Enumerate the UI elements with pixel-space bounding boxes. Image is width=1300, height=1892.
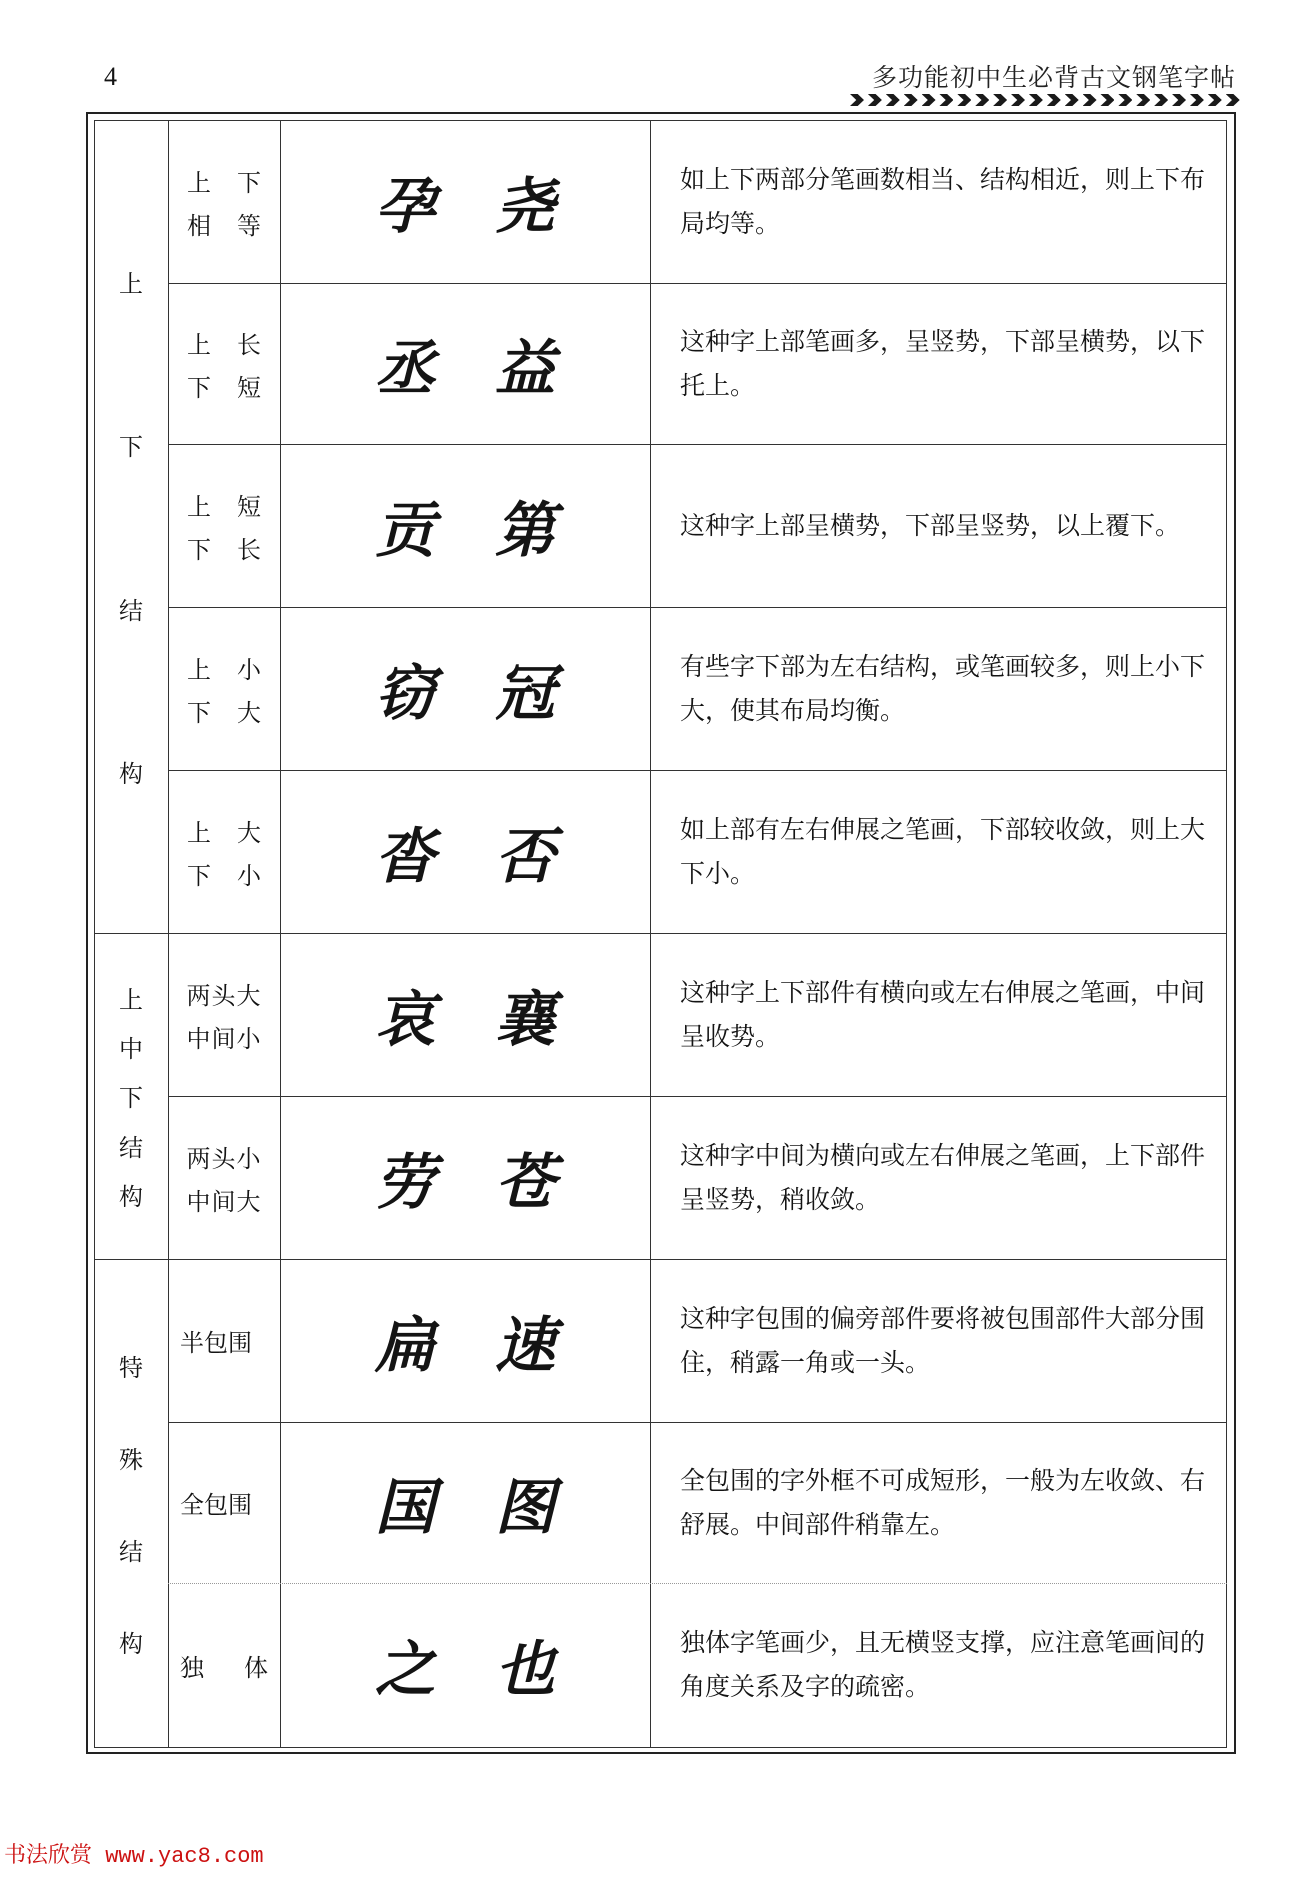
chevron-icon	[1083, 94, 1097, 106]
sample-char: 襄	[495, 984, 555, 1055]
chevron-icon	[850, 94, 864, 106]
sub-label-char: 上	[187, 818, 211, 847]
section-label-char: 下	[119, 1084, 143, 1113]
sub-label-char: 短	[237, 492, 261, 521]
sub-label-char: 短	[237, 373, 261, 402]
chevron-icon	[1100, 94, 1114, 106]
row-sub-label	[168, 1583, 280, 1747]
row-description: 这种字上部呈横势，下部呈竖势，以上覆下。	[680, 510, 1181, 540]
sub-label-char: 长	[237, 535, 261, 564]
sub-label-char: 上	[187, 655, 211, 684]
sample-char: 也	[495, 1635, 555, 1705]
row-description: 独体字笔画少，且无横竖支撑，应注意笔画间的角度关系及字的疏密。	[680, 1628, 1206, 1701]
row-sub-label	[168, 121, 280, 283]
section-label-char: 下	[119, 433, 143, 462]
sample-char: 国	[375, 1472, 435, 1543]
sample-char: 第	[495, 495, 555, 566]
sub-label-char: 下	[237, 169, 261, 197]
watermark: 书法欣赏 www.yac8.com	[4, 1844, 264, 1869]
sample-char: 速	[495, 1310, 555, 1381]
chevron-icon	[975, 94, 989, 106]
chevron-icon	[1118, 94, 1132, 106]
row-description: 如上部有左右伸展之笔画，下部较收敛，则上大下小。	[680, 814, 1206, 888]
sample-char: 孕	[375, 172, 435, 242]
sample-char: 贡	[375, 495, 435, 566]
sample-char: 扁	[375, 1310, 435, 1381]
row-description: 这种字上下部件有横向或左右伸展之笔画，中间呈收势。	[680, 977, 1206, 1051]
sample-characters	[280, 1422, 650, 1583]
chevron-icon	[1226, 94, 1240, 106]
sub-label-line: 半包围	[180, 1329, 252, 1357]
chevron-icon	[1190, 94, 1204, 106]
chevron-icon	[1065, 94, 1079, 106]
section-label-char: 构	[119, 1630, 143, 1659]
row-sub-label	[168, 1259, 280, 1422]
sample-char: 益	[495, 333, 555, 404]
sub-label-line: 两头小	[186, 1144, 262, 1173]
row-description: 这种字包围的偏旁部件要将被包围部件大部分围住，稍露一角或一头。	[680, 1303, 1206, 1377]
sub-label-line: 两头大	[186, 981, 262, 1010]
chevron-icon	[1011, 94, 1025, 106]
sample-char: 尧	[495, 172, 555, 242]
sub-label-line: 独 体	[180, 1653, 276, 1682]
row-description: 这种字上部笔画多，呈竖势，下部呈横势，以下托上。	[680, 326, 1206, 400]
chevron-icon	[868, 94, 882, 106]
sub-label-char: 下	[187, 373, 211, 402]
sample-char: 哀	[375, 984, 435, 1055]
section-label-char: 殊	[119, 1445, 143, 1474]
sub-label-char: 上	[187, 330, 211, 359]
section-label-char: 结	[119, 596, 143, 625]
row-sub-label	[168, 933, 280, 1096]
chevron-icon	[957, 94, 971, 106]
row-sub-label	[168, 770, 280, 933]
sub-label-char: 上	[187, 492, 211, 521]
row-sub-label	[168, 1422, 280, 1583]
row-description: 这种字中间为横向或左右伸展之笔画，上下部件呈竖势，稍收敛。	[680, 1140, 1206, 1214]
book-title: 多功能初中生必背古文钢笔字帖	[871, 63, 1236, 92]
sample-characters	[280, 121, 650, 283]
chevron-icon	[1172, 94, 1186, 106]
sub-label-char: 小	[237, 861, 261, 890]
section-label-char: 特	[119, 1353, 143, 1382]
sample-char: 图	[495, 1472, 555, 1543]
sample-characters	[280, 607, 650, 770]
sub-label-char: 大	[237, 698, 261, 727]
section-label-top-middle-bottom	[94, 933, 168, 1259]
sample-char: 否	[495, 821, 555, 892]
chevron-icon	[1136, 94, 1150, 106]
section-label-char: 构	[119, 759, 143, 788]
row-description: 有些字下部为左右结构，或笔画较多，则上小下大，使其布局均衡。	[680, 651, 1206, 725]
section-label-char: 结	[119, 1538, 143, 1567]
sub-label-char: 下	[187, 535, 211, 564]
sample-characters	[280, 770, 650, 933]
sub-label-char: 上	[187, 169, 211, 197]
row-sub-label	[168, 1096, 280, 1259]
section-label-char: 上	[119, 270, 143, 299]
section-label-char: 构	[119, 1182, 143, 1211]
section-label-char: 结	[119, 1133, 143, 1162]
sample-char: 丞	[375, 333, 435, 404]
sub-label-char: 小	[237, 655, 261, 684]
row-sub-label	[168, 283, 280, 444]
sub-label-line: 中间小	[186, 1024, 262, 1053]
sample-char: 窃	[375, 658, 435, 729]
sub-label-char: 等	[237, 212, 261, 240]
sample-characters	[280, 933, 650, 1096]
sample-char: 苍	[495, 1147, 555, 1218]
chevron-icon	[1208, 94, 1222, 106]
sample-char: 之	[375, 1635, 435, 1705]
chevron-divider	[850, 94, 1240, 108]
sample-characters	[280, 283, 650, 444]
row-description: 如上下两部分笔画数相当、结构相近，则上下布局均等。	[680, 165, 1206, 238]
sample-characters	[280, 444, 650, 607]
sample-characters	[280, 1583, 650, 1747]
section-label-special	[94, 1259, 168, 1748]
chevron-icon	[1029, 94, 1043, 106]
sample-char: 冠	[495, 658, 555, 729]
sub-label-char: 相	[187, 212, 211, 240]
section-label-char: 中	[119, 1035, 143, 1064]
chevron-icon	[1154, 94, 1168, 106]
sample-char: 沓	[375, 821, 435, 892]
section-label-top-bottom	[94, 120, 168, 933]
chevron-icon	[1047, 94, 1061, 106]
chevron-icon	[939, 94, 953, 106]
sample-characters	[280, 1259, 650, 1422]
chevron-icon	[886, 94, 900, 106]
row-sub-label	[168, 444, 280, 607]
sample-characters	[280, 1096, 650, 1259]
sub-label-char: 下	[187, 861, 211, 890]
column-divider	[650, 120, 651, 1748]
section-label-char: 上	[119, 986, 143, 1015]
sub-label-char: 长	[237, 330, 261, 359]
sub-label-char: 大	[237, 818, 261, 847]
row-sub-label	[168, 607, 280, 770]
sample-char: 劳	[375, 1147, 435, 1218]
page-number: 4	[104, 62, 117, 91]
chevron-icon	[922, 94, 936, 106]
chevron-icon	[904, 94, 918, 106]
row-description: 全包围的字外框不可成短形，一般为左收敛、右舒展。中间部件稍靠左。	[680, 1465, 1206, 1539]
sub-label-line: 全包围	[180, 1491, 252, 1519]
sub-label-char: 下	[187, 698, 211, 727]
sub-label-line: 中间大	[186, 1187, 262, 1216]
chevron-icon	[993, 94, 1007, 106]
